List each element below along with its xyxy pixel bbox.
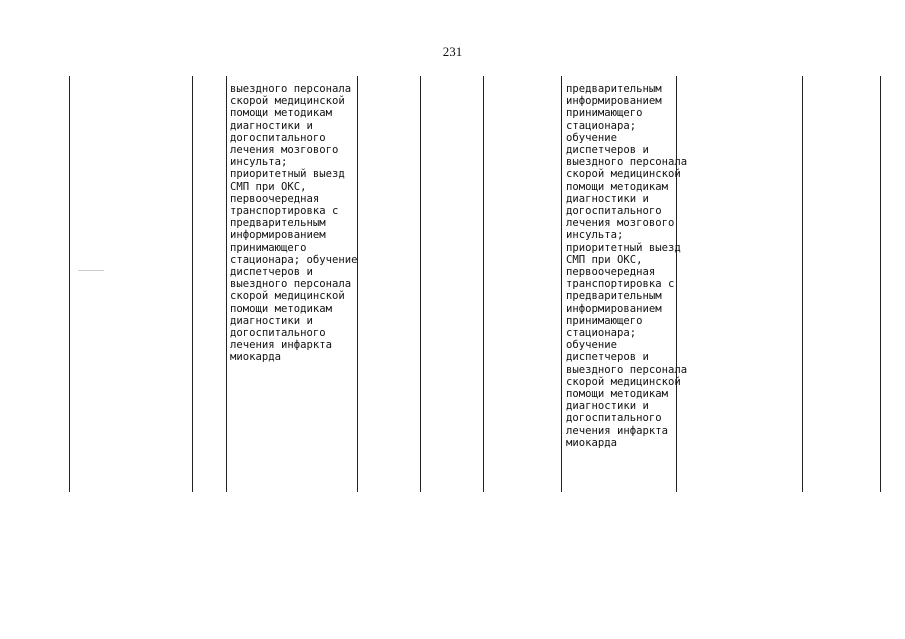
table-border-line [226,76,227,492]
table-border-line [561,76,562,492]
table-border-line [483,76,484,492]
table-cell-text: выездного персонала скорой медицинской помощи методикам диагностики и догоспитального лечения мозгового инсульта; приоритетный выезд СМП при ОКС, первоочередная транспортировка с предварительным информированием принимающего стационара; обучение диспетчеров и выездного персонала скорой медицинской помощи методикам диагностики и догоспитального лечения инфаркта миокарда [230,83,358,364]
table-border-line [192,76,193,492]
table-border-line [420,76,421,492]
page-number: 231 [442,44,463,59]
table-border-line [69,76,70,492]
table-border-line [802,76,803,492]
scan-mark [78,270,104,271]
table-cell-text: предварительным информированием принимающего стационара; обучение диспетчеров и выездного персонала скорой медицинской помощи методикам диагностики и догоспитального лечения мозгового инсульта; приоритетный выезд СМП при ОКС, первоочередная транспортировка с предварительным информированием принимающего стационара; обучение диспетчеров и выездного персонала скорой медицинской помощи методикам диагностики и догоспитального лечения инфаркта миокарда [566,83,688,449]
table-border-line [880,76,881,492]
